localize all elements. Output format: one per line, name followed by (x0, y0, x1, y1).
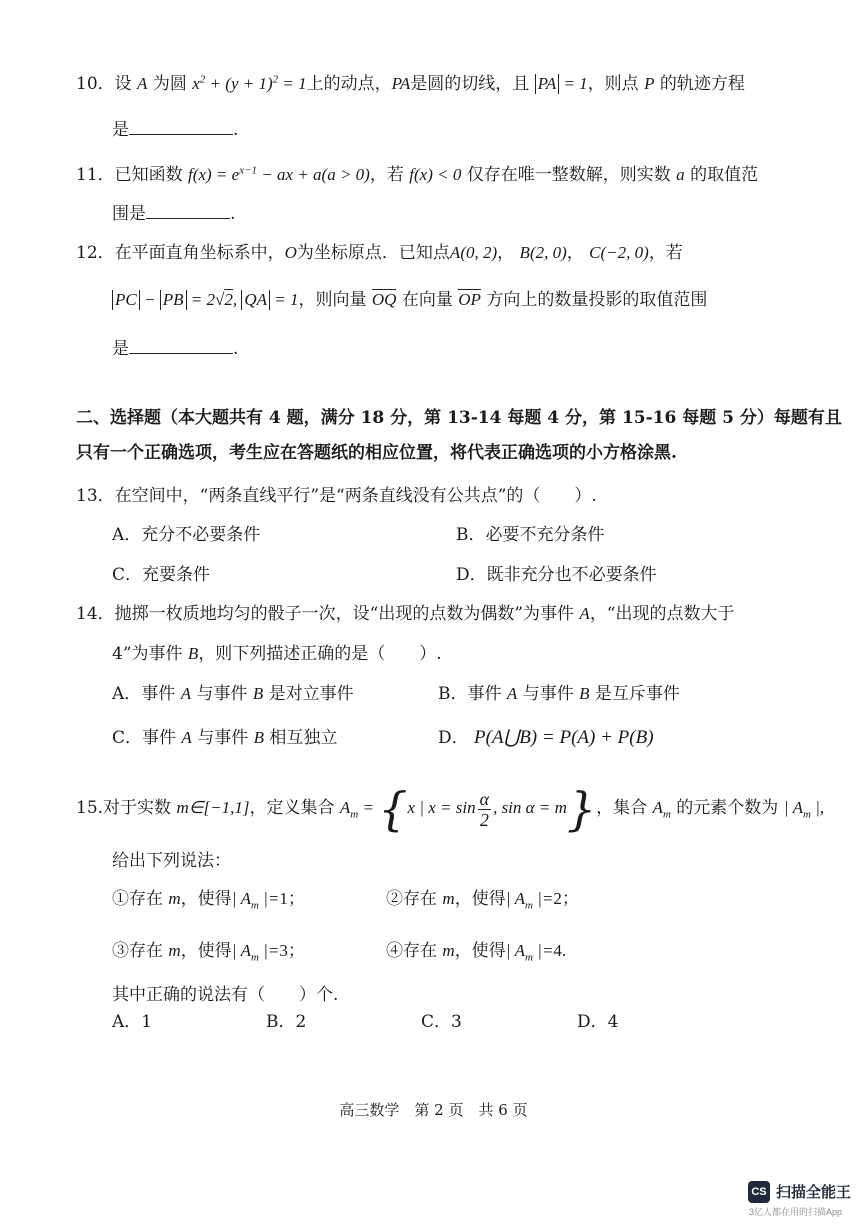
math-m: m (442, 889, 455, 908)
q11-text: 的取值范 (690, 165, 759, 185)
math-probability: P(A⋃B) = P(A) + P(B) (474, 727, 654, 748)
math-abs-Am: | $A_m$ |= (505, 941, 554, 964)
math-B: B (187, 644, 199, 663)
q13-option-b: B．必要不充分条件 (456, 525, 605, 545)
q15-text: ，使得 (454, 889, 506, 909)
math-a: a (676, 165, 685, 184)
q11-number: 11． (76, 165, 115, 185)
math-abs-Am: | $A_m$ |= (505, 889, 554, 912)
math-vector-OP: OP (458, 290, 481, 309)
q10-number: 10． (76, 74, 115, 94)
q12-text: 方向上的数量投影的取值范围 (486, 290, 708, 310)
math-Am: $A_m$ (652, 798, 671, 821)
q12-text: ，若 (648, 243, 683, 263)
q15-option-a: A．1 (112, 1012, 153, 1032)
q14-text: D． (438, 728, 469, 748)
q15-text: ②存在 (386, 889, 437, 909)
q11-text: . (230, 204, 236, 224)
q11-text: 围是 (112, 204, 146, 224)
q13-option-a: A．充分不必要条件 (112, 525, 261, 545)
q12-text: ， (566, 243, 584, 263)
q13-option-c: C．充要条件 (112, 565, 211, 585)
q14-text: 14．抛掷一枚质地均匀的骰子一次，设“出现的点数为偶数”为事件 (76, 604, 575, 624)
math-m-range: m∈[−1,1] (176, 798, 250, 817)
camscanner-name: 扫描全能王 (776, 1184, 852, 1201)
q15-line1 (76, 780, 824, 836)
q10-text: ，则点 (587, 74, 639, 94)
q15-text: ，使得 (454, 941, 506, 961)
q14-option-a (112, 682, 354, 706)
q10-line1 (76, 72, 745, 96)
q13-stem: 13．在空间中，“两条直线平行”是“两条直线没有公共点”的（ ）. (76, 486, 597, 506)
q10-text: 设 (114, 74, 132, 94)
math-abs-Am: | $A_m$ |= (231, 889, 280, 912)
q15-option-c: C．3 (421, 1012, 462, 1032)
math-m: m (168, 941, 181, 960)
math-abs-PA: PA = 1 (535, 74, 588, 93)
q12-text: . (233, 339, 239, 359)
answer-blank (129, 337, 233, 354)
q15-value: 3； (279, 941, 305, 960)
q10-text: 是圆的切线，且 (410, 74, 530, 94)
q13-option-d: D．既非充分也不必要条件 (456, 565, 657, 585)
math-point-C: C(−2, 0) (589, 243, 649, 262)
q12-text: ， (497, 243, 515, 263)
q15-count: 其中正确的说法有（ ）个. (112, 985, 339, 1005)
math-A: A (181, 728, 192, 747)
q14-text: 是对立事件 (268, 684, 354, 704)
q15-text: 的元素个数为 (676, 798, 779, 818)
q12-text: 为坐标原点．已知点 (296, 243, 450, 263)
q14-line2 (112, 642, 442, 666)
math-point-A: A(0, 2) (449, 243, 498, 262)
q12-line2 (112, 288, 707, 312)
q10-text: 为圆 (152, 74, 187, 94)
page-footer: 高三数学 第 2 页 共 6 页 (339, 1101, 528, 1119)
q15-option-d: D．4 (577, 1012, 619, 1032)
q14-text: 与事件 (196, 684, 248, 704)
q10-line2 (112, 118, 238, 142)
q10-text: 的轨迹方程 (659, 74, 745, 94)
q15-value: 2； (553, 889, 579, 908)
q10-text: 是 (112, 120, 129, 140)
math-A: A (579, 604, 590, 623)
q11-line1 (76, 163, 758, 187)
q15-statement-2 (386, 887, 579, 911)
q10-text: 上的动点， (306, 74, 392, 94)
q14-text: A．事件 (112, 684, 176, 704)
math-B: B (579, 684, 590, 703)
math-condition: PC − PB = 2√2, QA = 1 (112, 290, 298, 309)
q15-value: 4. (553, 941, 567, 960)
q15-text: ，定义集合 (249, 798, 335, 818)
q15-statement-1 (112, 887, 305, 911)
q11-text: 仅存在唯一整数解，则实数 (466, 165, 671, 185)
math-function-f: $f(x) = e^{x-1}$ − ax + a(a > 0) (188, 164, 370, 184)
q15-number: 15. (76, 798, 104, 818)
q11-line2 (112, 202, 235, 226)
q15-line2: 给出下列说法： (112, 851, 231, 871)
q14-option-d (438, 726, 654, 750)
math-B: B (252, 684, 264, 703)
q11-text: 已知函数 (114, 165, 183, 185)
section-2-header: 二、选择题（本大题共有 4 题，满分 18 分，第 13-14 每题 4 分，第 15-16 每题 5 分）每题有且 (76, 408, 842, 428)
q15-text: ，使得 (180, 941, 232, 961)
q15-text: ③存在 (112, 941, 163, 961)
q14-text: ，则下列描述正确的是（ ）. (198, 644, 442, 664)
math-abs-Am: | $A_m$ |= (231, 941, 280, 964)
section-2-header-cont: 只有一个正确选项，考生应在答题纸的相应位置，将代表正确选项的小方格涂黑. (76, 443, 677, 463)
q14-text: 4”为事件 (112, 644, 183, 664)
q12-text: 是 (112, 339, 129, 359)
q14-text: C．事件 (112, 728, 177, 748)
math-m: m (442, 941, 455, 960)
q15-text: ，使得 (180, 889, 232, 909)
math-set-definition: $A_m = \{x$ | x = sin $\frac{\alpha}{2}$ , sin α = m} (339, 782, 597, 837)
math-point-B: B(2, 0) (519, 243, 567, 262)
q14-text: 与事件 (522, 684, 574, 704)
q12-text: ，则向量 (298, 290, 367, 310)
math-A: A (180, 684, 192, 703)
q12-text: 在平面直角坐标系中， (114, 243, 285, 263)
answer-blank (146, 202, 230, 219)
q14-text: B．事件 (438, 684, 502, 704)
math-circle-equation: $x^2 + (y + 1)^2 = 1$ (192, 73, 307, 93)
q15-statement-3 (112, 939, 305, 963)
q12-line3 (112, 337, 238, 361)
q12-number: 12． (76, 243, 115, 263)
math-abs-Am: | $A_m$ |, (783, 798, 825, 821)
q15-option-b: B．2 (266, 1012, 307, 1032)
q14-text: 与事件 (197, 728, 249, 748)
q14-option-c (112, 726, 337, 750)
math-vector-OQ: OQ (371, 290, 397, 309)
camscanner-tagline: 3亿人都在用的扫描App (749, 1207, 843, 1217)
q11-text: ，若 (369, 165, 404, 185)
q14-text: 是互斥事件 (594, 684, 680, 704)
math-O: O (284, 243, 297, 262)
q14-line1 (76, 602, 735, 626)
q15-text: 对于实数 (103, 798, 172, 818)
q15-text: ①存在 (112, 889, 163, 909)
q15-statement-4 (386, 939, 566, 963)
q15-value: 1； (279, 889, 305, 908)
q10-text: . (233, 120, 239, 140)
q14-option-b (438, 682, 680, 706)
camscanner-logo-icon: CS (748, 1181, 770, 1203)
q12-line1 (76, 241, 683, 265)
q14-text: ，“出现的点数大于 (589, 604, 735, 624)
math-inequality: f(x) < 0 (409, 165, 462, 184)
math-PA: PA (391, 74, 411, 93)
math-m: m (168, 889, 181, 908)
q15-text: ④存在 (386, 941, 437, 961)
math-A: A (506, 684, 518, 703)
q15-text: ，集合 (596, 798, 648, 818)
math-A: A (137, 74, 148, 93)
q14-text: 相互独立 (269, 728, 338, 748)
answer-blank (129, 118, 233, 135)
math-B: B (253, 728, 265, 747)
math-P: P (644, 74, 655, 93)
q12-text: 在向量 (401, 290, 453, 310)
